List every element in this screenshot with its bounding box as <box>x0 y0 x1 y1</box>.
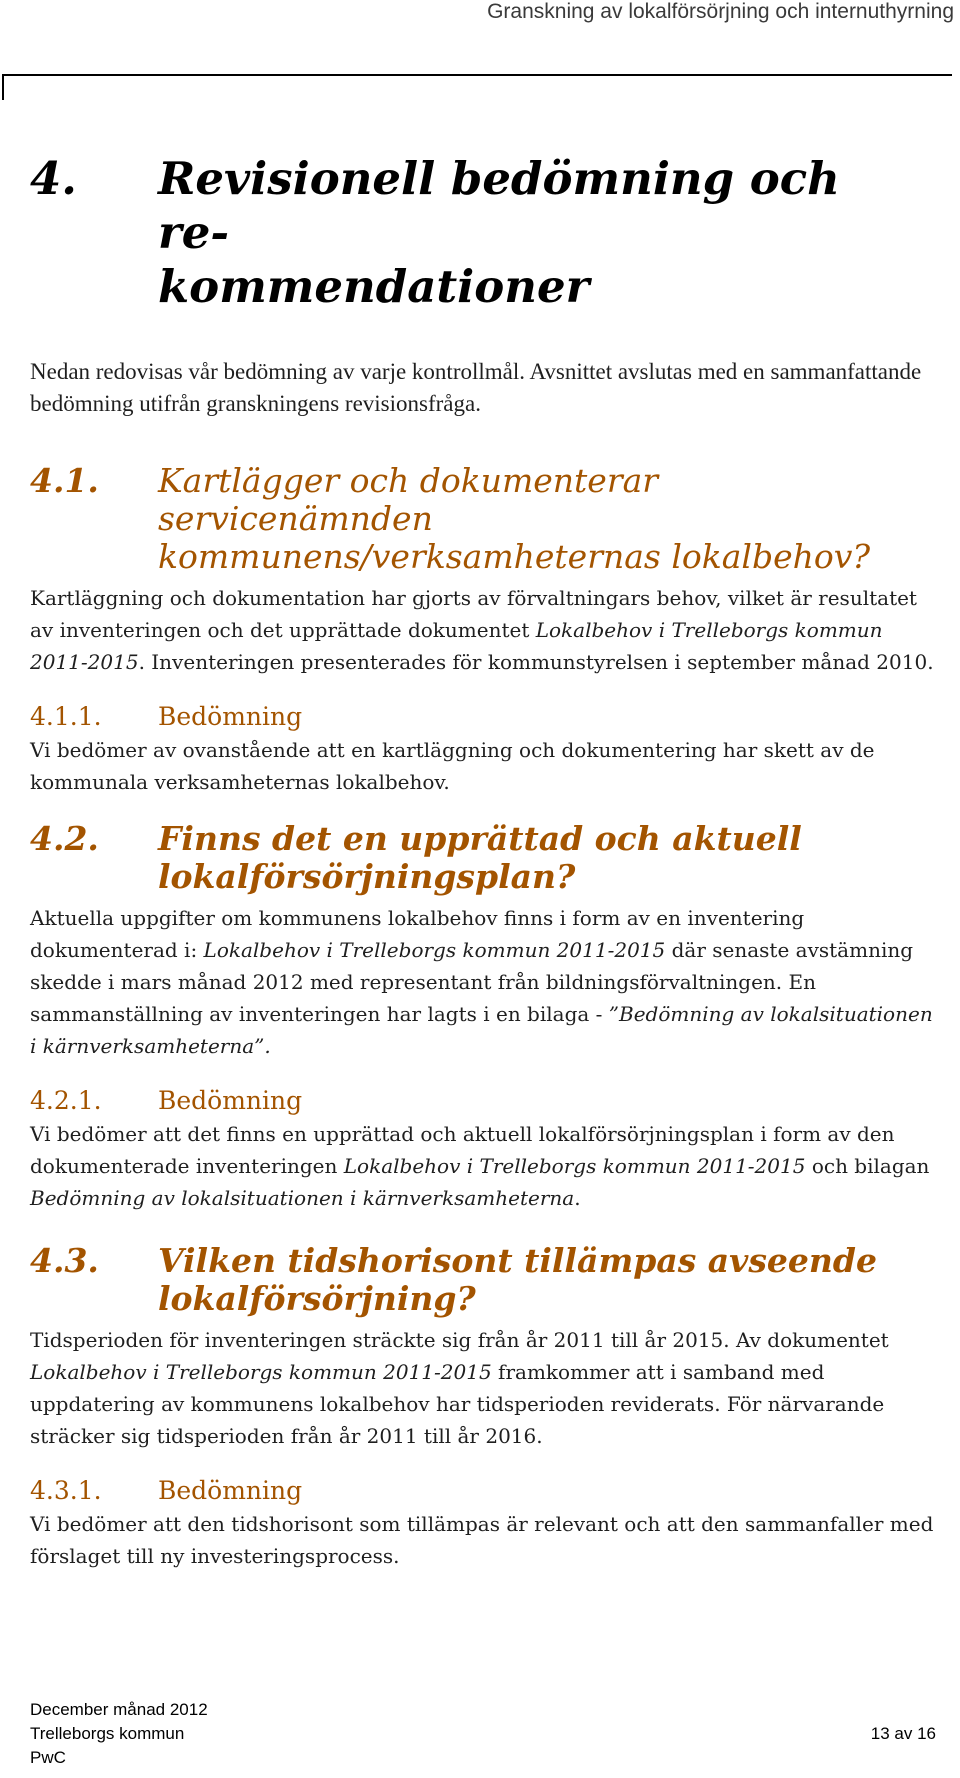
section-body-4-1 <box>30 582 942 678</box>
subsection-number: 4.2.1. <box>30 1086 102 1115</box>
body-text: . <box>574 1186 581 1210</box>
chapter-heading <box>30 152 942 314</box>
document-body <box>30 152 942 1572</box>
chapter-title-line2: kommendationer <box>158 260 590 313</box>
section-number: 4.1. <box>30 461 99 500</box>
header-rule <box>2 74 952 76</box>
footer-organization: Trelleborgs kommun <box>30 1724 185 1743</box>
section-body-4-3 <box>30 1324 942 1452</box>
footer-firm: PwC <box>30 1748 66 1767</box>
chapter-title <box>158 152 858 314</box>
assessment-text-4-3-1: Vi bedömer att den tidshorisont som tillämpas är relevant och att den sammanfaller med förslaget till ny investeringsprocess. <box>30 1512 934 1568</box>
body-text: Tidsperioden för inventeringen sträckte sig från år 2011 till år 2015. Av dokumentet <box>30 1328 889 1352</box>
section-heading-4-1 <box>30 462 942 576</box>
chapter-intro: Nedan redovisas vår bedömning av varje kontrollmål. Avsnittet avslutas med en sammanfattande bedömning utifrån granskningens revisionsfråga. <box>30 359 922 416</box>
appendix-title-italic: Bedömning av lokalsituationen i kärnverksamheterna <box>30 1186 575 1210</box>
body-text: Vi bedömer att det finns en upprättad och aktuell lokalförsörjningsplan i form av den dokumenterade inventeringen <box>30 1122 895 1178</box>
section-number: 4.3. <box>30 1241 99 1280</box>
section-title: Kartlägger och dokumenterar servicenämnden kommunens/verksamheternas lokalbehov? <box>158 461 871 576</box>
body-text: Aktuella uppgifter om kommunens lokalbehov finns i form av en inventering dokumenterad i: <box>30 906 805 962</box>
document-title-italic: Lokalbehov i Trelleborgs kommun 2011-2015 <box>30 1360 492 1384</box>
document-title-italic: Lokalbehov i Trelleborgs kommun 2011-2015 <box>203 938 666 962</box>
footer-date: December månad 2012 <box>30 1700 208 1719</box>
body-text: framkommer att i samband med uppdatering av kommunens lokalbehov har tidsperioden reviderats. För närvarande sträcker sig tidsperioden från år 2011 till år 2016. <box>30 1360 885 1448</box>
section-title: Vilken tidshorisont tillämpas avseende lokalförsörjning? <box>158 1241 877 1318</box>
assessment-text-4-1-1: Vi bedömer av ovanstående att en kartläggning och dokumentering har skett av de kommunala verksamheternas lokalbehov. <box>30 738 875 794</box>
subsection-heading-4-3-1 <box>30 1474 942 1508</box>
section-heading-4-3 <box>30 1242 942 1318</box>
subsection-heading-4-1-1 <box>30 700 942 734</box>
running-header-title: Granskning av lokalförsörjning och internuthyrning <box>487 0 954 23</box>
body-text: där senaste avstämning skedde i mars månad 2012 med representant från bildningsförvaltningen. En sammanställning av inventeringen har lagts i en bilaga - <box>30 938 914 1026</box>
subsection-title: Bedömning <box>158 1086 303 1115</box>
section-number: 4.2. <box>30 819 99 858</box>
chapter-title-line1: Revisionell bedömning och re- <box>158 152 840 259</box>
subsection-heading-4-2-1 <box>30 1084 942 1118</box>
document-title-italic: Lokalbehov i Trelleborgs kommun 2011-2015 <box>30 618 883 674</box>
chapter-number: 4. <box>30 152 77 205</box>
body-text: Kartläggning och dokumentation har gjorts av förvaltningars behov, vilket är resultatet av inventeringen och det upprättade dokumentet <box>30 586 917 642</box>
section-body-4-2 <box>30 902 942 1062</box>
section-title: Finns det en upprättad och aktuell lokalförsörjningsplan? <box>158 819 802 896</box>
document-title-italic: Lokalbehov i Trelleborgs kommun 2011-2015 <box>343 1154 806 1178</box>
body-text: och bilagan <box>805 1154 930 1178</box>
subsection-number: 4.1.1. <box>30 702 102 731</box>
assessment-text-4-2-1 <box>30 1118 942 1214</box>
appendix-title-italic: ”Bedömning av lokalsituationen i kärnverksamheterna”. <box>30 1002 933 1058</box>
section-heading-4-2 <box>30 820 942 896</box>
header-tick <box>2 74 4 100</box>
subsection-title: Bedömning <box>158 1476 303 1505</box>
page-footer <box>30 1698 942 1770</box>
subsection-number: 4.3.1. <box>30 1476 102 1505</box>
body-text: . Inventeringen presenterades för kommunstyrelsen i september månad 2010. <box>138 650 934 674</box>
subsection-title: Bedömning <box>158 702 303 731</box>
page-number: 13 av 16 <box>870 1724 936 1743</box>
